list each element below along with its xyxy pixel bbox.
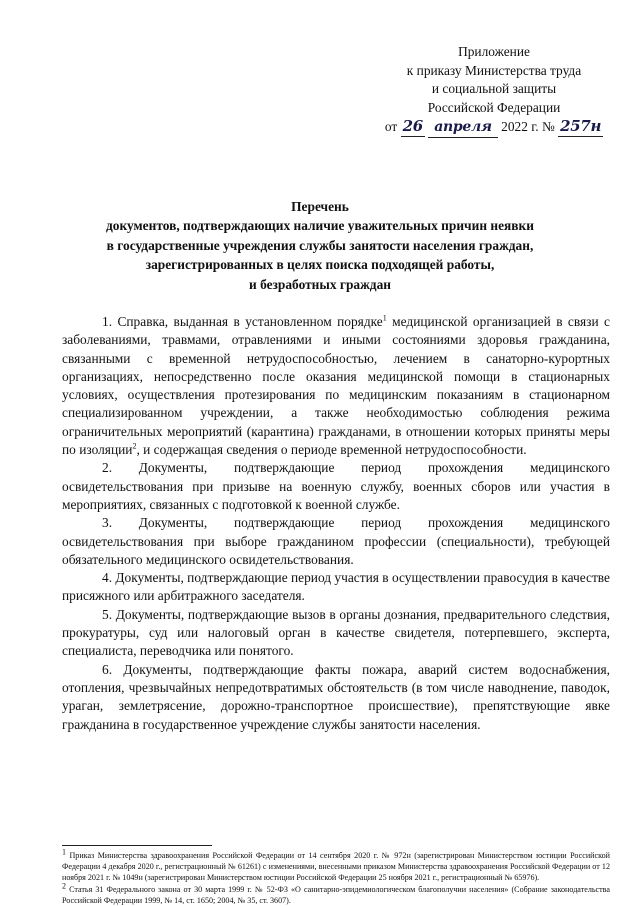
- list-item-4: 4. Документы, подтверждающие период участия в осуществлении правосудия в качестве присяжного или арбитражного заседателя.: [62, 570, 610, 604]
- title-line-1: Перечень: [291, 199, 349, 214]
- title-line-3: в государственные учреждения службы занятости населения граждан,: [106, 237, 534, 253]
- document-title: [60, 197, 580, 294]
- date-year: 2022 г. №: [501, 119, 555, 135]
- item-1-text-c: , и содержащая сведения о периоде временной нетрудоспособности.: [136, 442, 527, 458]
- list-item-5: 5. Документы, подтверждающие вызов в органы дознания, предварительного следствия, прокуратуры, суд или налоговый орган в качестве свидетеля, потерпевшего, эксперта, специалиста, переводчика или понятого.: [62, 606, 610, 659]
- appendix-header: [374, 43, 614, 138]
- footnote-1: [62, 847, 610, 884]
- footnote-2-text: Статья 31 Федерального закона от 30 марта 1999 г. № 52-ФЗ «О санитарно-эпидемиологическом благополучии населения» (Собрание законодательства Российской Федерации 1999, № 14, ст. 1650; 2004, № 35, ст. 3607).: [62, 884, 610, 905]
- document-body: [62, 313, 610, 734]
- handwritten-order-number: 257н: [560, 117, 602, 136]
- appendix-label: Приложение: [458, 44, 530, 59]
- footnote-1-text: Приказ Министерства здравоохранения Российской Федерации от 14 сентября 2020 г. № 972н (зарегистрирован Министерством юстиции Российской Федерации 4 декабря 2020 г., регистрационный № 61261) с изменениями, внесенными приказом Министерства здравоохранения Российской Федерации от 12 ноября 2021 г. № 1049н (зарегистрирован Министерством юстиции Российской Федерации 25 ноября 2021 г., регистрационный № 65976).: [62, 851, 610, 883]
- title-line-5: и безработных граждан: [249, 276, 391, 292]
- title-line-2: документов, подтверждающих наличие уважительных причин неявки: [106, 218, 534, 234]
- footnote-1-mark: 1: [62, 847, 66, 857]
- title-line-4: зарегистрированных в целях поиска подходящей работы,: [145, 257, 495, 273]
- item-1-text-a: 1. Справка, выданная в установленном порядке: [102, 314, 383, 329]
- footnote-2: [62, 880, 610, 906]
- list-item-1: [62, 313, 610, 459]
- footnotes: [62, 847, 610, 906]
- list-item-3: 3. Документы, подтверждающие период прохождения медицинского освидетельствования при выборе гражданином профессии (специальности), требующей обязательного медицинского освидетельствования.: [62, 515, 610, 567]
- footnote-ref-1: 1: [382, 313, 387, 323]
- footnote-2-mark: 2: [62, 880, 66, 890]
- appendix-country: Российской Федерации: [427, 99, 561, 115]
- list-item-2: 2. Документы, подтверждающие период прохождения медицинского освидетельствования при призыве на военную службу, военных сборов или участия в мероприятиях, связанных с подготовкой к военной службе.: [62, 460, 610, 512]
- appendix-date-line: [374, 117, 614, 138]
- date-prefix: от: [384, 119, 398, 135]
- list-item-6: 6. Документы, подтверждающие факты пожара, аварий систем водоснабжения, отопления, чрезвычайных непредотвратимых обстоятельств (в том числе наводнение, паводок, ураган, землетрясение, дорожно-транспортное происшествие), препятствующие явке гражданина в государственное учреждение службы занятости населения.: [62, 661, 610, 732]
- appendix-order-ref: к приказу Министерства труда: [406, 62, 582, 78]
- handwritten-day: 26: [402, 117, 423, 136]
- handwritten-month: апреля: [428, 118, 498, 138]
- footnote-separator: [62, 845, 212, 846]
- item-1-text-b: медицинской организацией в связи с заболеваниями, травмами, отравлениями и иными состояниями здоровья гражданина, связанными с временной нетрудоспособностью, лечением в санаторно-курортных организациях, непосредственно после оказания медицинской помощи в стационарных условиях, осуществления протезирования по медицинским показаниям в стационарном специализированном учреждении, а также необходимостью соблюдения режима ограничительных мероприятий (карантина) гражданами, в отношении которых приняты меры по изоляции: [62, 314, 610, 458]
- appendix-ministry: и социальной защиты: [431, 81, 557, 97]
- footnote-ref-2: 2: [132, 441, 137, 451]
